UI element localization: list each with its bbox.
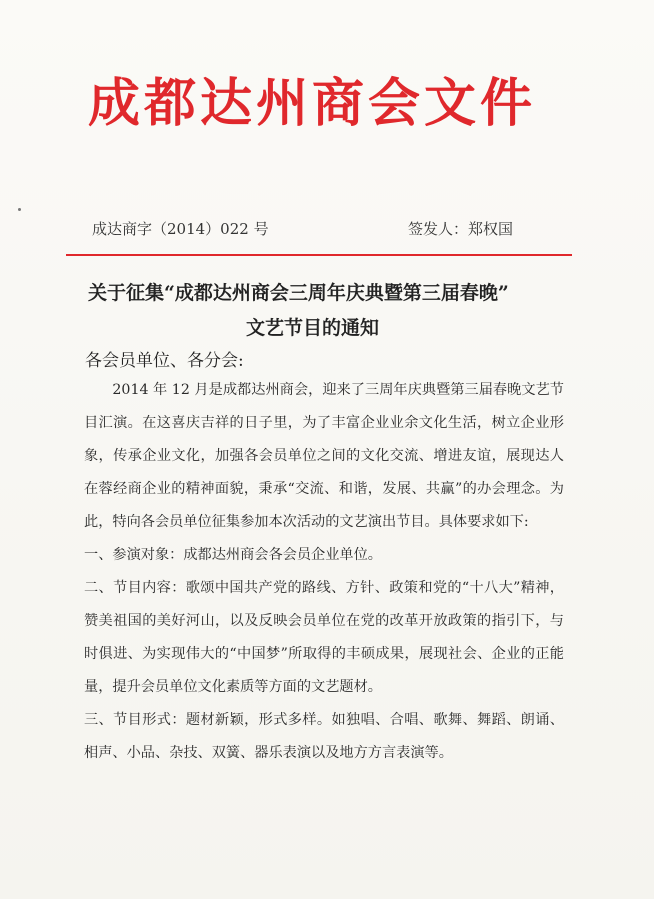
item-content: 二、节目内容：歌颂中国共产党的路线、方针、政策和党的“十八大”精神，赞美祖国的美好河山，以及反映会员单位在党的改革开放政策的指引下，与时俱进、为实现伟大的“中国梦”所取得的丰硕成果，展现社会、企业的正能量，提升会员单位文化素质等方面的文艺题材。 <box>84 580 564 695</box>
document-number: 成达商字（2014）022 号 <box>92 220 269 238</box>
masthead-title: 成都达州商会文件 <box>88 73 537 134</box>
item-format: 三、节目形式：题材新颖，形式多样。如独唱、合唱、歌舞、舞蹈、朗诵、相声、小品、杂技、双簧、器乐表演以及地方方言表演等。 <box>84 712 564 761</box>
notice-title-line-2: 文艺节目的通知 <box>246 317 380 339</box>
scan-speck <box>18 208 21 211</box>
salutation: 各会员单位、各分会: <box>85 351 244 371</box>
signer: 签发人：郑权国 <box>408 220 514 238</box>
intro-paragraph: 2014 年 12 月是成都达州商会，迎来了三周年庆典暨第三届春晚文艺节目汇演。在这喜庆吉祥的日子里，为了丰富企业业余文化生活，树立企业形象，传承企业文化，加强各会员单位之间的文化交流、增进友谊，展现达人在蓉经商企业的精神面貌，秉承“交流、和谐，发展、共赢”的办会理念。为此，特向各会员单位征集参加本次活动的文艺演出节目。具体要求如下: <box>84 382 564 530</box>
notice-body <box>84 374 564 770</box>
notice-title-line-1: 关于征集“成都达州商会三周年庆典暨第三届春晚” <box>88 282 509 304</box>
item-participants: 一、参演对象：成都达州商会各会员企业单位。 <box>84 547 382 563</box>
red-divider-line <box>66 254 572 256</box>
